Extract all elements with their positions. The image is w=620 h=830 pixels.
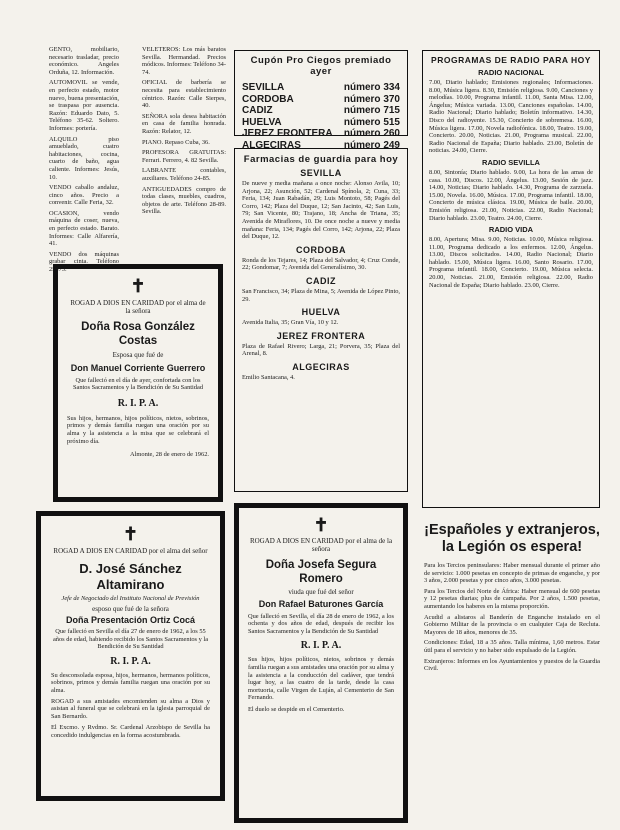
obituary-spouse-intro: esposo que fué de la señora bbox=[92, 604, 169, 613]
pharmacy-list: Avenida Italia, 35; Gran Vía, 10 y 12. bbox=[242, 319, 339, 327]
classifieds-column-1 bbox=[49, 46, 119, 274]
cross-icon: ✝ bbox=[130, 276, 146, 296]
obituary-widow: viuda que fué del señor bbox=[288, 588, 354, 597]
cupon-row: ALGECIRAS número 249 bbox=[242, 139, 400, 151]
obituary-body: Su desconsolada esposa, hijos, hermanos, hermanos políticos, sobrinos, primos y demás familia ruegan una oración por su alma. bbox=[51, 671, 210, 694]
farmacias-box bbox=[234, 148, 408, 492]
classified-ad: VENDO dos máquinas grabar cinta. Teléfono 25873. bbox=[49, 250, 119, 274]
pharmacy-list: San Francisco, 34; Plaza de Mina, 5; Avenida de López Pinto, 29. bbox=[242, 287, 401, 303]
classifieds-column-2 bbox=[142, 46, 226, 252]
station-schedule: 8.00, Apertura; Misa. 9.00, Noticias. 10.00, Música religiosa. 11.00, Programa dedicado a los enfermos. 12.00, Ángelus. 13.00, Discos solicitados. 14.00, Radio Nacional; Diario hablado. 15.00, Música ligera. 16.00, Santo Rosario. 17.00, Programa infantil. 18.00, Concierto. 19.00, Música selecta. 20.00, Noticias. 21.00, Emisión religiosa. 22.00, Radio Nacional de España; Diario hablado. 23.00, Cierre. bbox=[429, 236, 593, 289]
station-heading: RADIO NACIONAL bbox=[478, 68, 544, 77]
obituary-gonzalez bbox=[53, 264, 223, 502]
obituary-died: Que falleció en Sevilla el día 27 de enero de 1962, a los 55 años de edad, habiendo recibido los Santos Sacramentos y la Bendición de Su Santidad bbox=[52, 628, 209, 651]
obituary-foot: El duelo se despide en el Cementerio. bbox=[248, 705, 345, 713]
cupon-row: SEVILLA número 334 bbox=[242, 82, 400, 93]
city-heading: SEVILLA bbox=[300, 168, 342, 178]
legion-paragraph: Para los Tercios peninsulares: Haber mensual durante el primer año de servicio: 1.000 pesetas en concepto de primas de enganche, y por 3 años, 2.000 pesetas y por cinco años, 3.000 pesetas. bbox=[424, 562, 600, 585]
radio-box bbox=[422, 50, 600, 508]
pharmacy-list: Ronda de los Tejares, 14; Plaza del Salvador, 4; Cruz Conde, 22; Gondomar, 7; Avenida del Generalísimo, 30. bbox=[242, 256, 400, 272]
pharmacy-list: Emilio Santacana, 4. bbox=[242, 373, 295, 381]
classified-list bbox=[142, 46, 226, 216]
obituary-foot: El Excmo. y Rvdmo. Sr. Cardenal Arzobispo de Sevilla ha concedido indulgencias en la forma acostumbrada. bbox=[51, 724, 210, 739]
obituary-intro: ROGAD A DIOS EN CARIDAD por el alma de la señora bbox=[70, 299, 206, 316]
obituary-husband: Don Rafael Baturones García bbox=[258, 598, 384, 609]
obituary-rip: R. I. P. A. bbox=[117, 397, 159, 409]
cupon-row: HUELVA número 515 bbox=[242, 116, 400, 128]
legion-ad bbox=[420, 522, 604, 822]
classified-ad: GENTO, mobiliario, necesario trasladar, precio económico. Angeles Orduña, 12. Información. bbox=[49, 46, 119, 76]
classified-ad: VENDO caballo andaluz, cinco años. Precio a convenir. Calle Feria, 32. bbox=[49, 184, 119, 207]
obituary-role: Jefe de Negociado del Instituto Nacional de Previsión bbox=[61, 595, 200, 603]
classified-ad: PROFESORA GRATUITAS: Ferrari. Ferrero, 4. 82 Sevilla. bbox=[142, 149, 226, 164]
obituary-body: ROGAD a sus amistades encomienden su alma a Dios y asistan al funeral que se celebrará en la iglesia parroquial de San Bernardo. bbox=[51, 697, 210, 720]
city-heading: CORDOBA bbox=[296, 244, 346, 255]
classified-ad: SEÑORA sola desea habitación en casa de familia honrada. Razón: Relator, 12. bbox=[142, 112, 226, 135]
classified-list bbox=[49, 46, 119, 274]
city-heading: CADIZ bbox=[306, 275, 336, 286]
cupon-row: CORDOBA número 370 bbox=[242, 93, 400, 105]
obituary-rip: R. I. P. A. bbox=[110, 655, 151, 667]
pharmacy-list: Plaza de Rafael Rivero; Larga, 21; Porvera, 35; Plaza del Arenal, 8. bbox=[242, 342, 400, 358]
legion-paragraph: Condiciones: Edad, 18 a 35 años. Talla mínima, 1,60 metros. Estar útil para el servicio y no haber sido expulsado de la Legión. bbox=[424, 639, 600, 654]
city-heading: JEREZ FRONTERA bbox=[276, 330, 366, 341]
farmacias-title: Farmacias de guardia para hoy bbox=[243, 154, 399, 165]
obituary-segura bbox=[234, 503, 408, 823]
obituary-name: D. José Sánchez Altamirano bbox=[79, 561, 182, 593]
cupon-row: CADIZ número 715 bbox=[242, 105, 400, 116]
cupon-title: Cupón Pro Ciegos premiado ayer bbox=[250, 55, 392, 77]
legion-paragraph: Para los Tercios del Norte de África: Haber mensual de 600 pesetas y 12 pesetas diarias; plus de campaña. Por 2 años, 1.500 pesetas, aumentando los haberes en la misma proporción. bbox=[424, 587, 600, 610]
city-heading: ALGECIRAS bbox=[292, 361, 350, 372]
legion-paragraph: Extranjeros: Informes en los Ayuntamientos y puestos de la Guardia Civil. bbox=[424, 657, 600, 673]
obituary-died: Que falleció en Sevilla, el día 28 de enero de 1962, a los ochenta y dos años de edad, después de recibir los Santos Sacramentos y la Bendición de Su Santidad bbox=[248, 612, 394, 635]
classified-ad: VELETEROS: Los más baratos Sevilla. Hermandad. Precios módicos. Informes: Teléfono 34-74. bbox=[142, 46, 226, 76]
classified-ad: ANTIGUEDADES compro de todas clases, muebles, cuadros, objetos de arte. Teléfono 28-89. Sevilla. bbox=[142, 185, 226, 216]
cupon-row: JEREZ FRONTERA número 260 bbox=[242, 128, 400, 139]
obituary-name: Doña Josefa Segura Romero bbox=[265, 559, 377, 586]
classified-ad: PIANO. Repaso Cuba, 36. bbox=[142, 138, 210, 146]
obituary-intro: ROGAD A DIOS EN CARIDAD por el alma de la señora bbox=[249, 537, 393, 554]
cupon-box bbox=[234, 50, 408, 151]
classified-ad: OCASION, vendo máquina de coser, nueva, en perfecto estado. Barato. Informes: Calle Alfarería, 41. bbox=[49, 209, 119, 248]
legion-text bbox=[424, 562, 600, 673]
station-schedule: 8.00, Sintonía; Diario hablado. 9.00, La hora de las amas de casa. 10.00, Discos. 12.00, Ángelus. 13.00, Sesión de jazz. 14.00, Noticias; Diario hablado. 14.30, Programa de zarzuela. 15.00, Novela. 16.00, Música. 17.00, Programa infantil. 18.00, Concierto de música clásica. 19.00, Música de baile. 20.00, Emisión religiosa. 21.00, Noticias. 22.00, Radio Nacional; Diario hablado. 23.00, Teatro. 24.00, Cierre. bbox=[429, 168, 593, 222]
classified-ad: LABRANTE contables, auxiliares. Teléfono 24-85. bbox=[142, 167, 226, 182]
obituary-intro: ROGAD A DIOS EN CARIDAD por el alma del señor bbox=[53, 547, 208, 555]
obituary-spouse: Doña Presentación Ortiz Cocá bbox=[65, 615, 196, 625]
station-schedule: 7.00, Diario hablado; Emisiones regionales; Informaciones. 8.00, Música ligera. 8.30, Emisión religiosa. 9.00, Canciones y melodías. 10.00, Programa infantil. 11.00, Santa Misa. 12.00, Ángelus; Música variada. 13.00, Canciones españolas. 14.00, Radio Nacional; Diario hablado; Boletín informativo. 14.30, Disco del radioyente. 15.30, Concierto de sobremesa. 16.00, Música ligera. 17.00, Novela radiofónica. 18.00, Teatro. 19.00, Concierto. 20.00, Noticias. 21.00, Programa musical. 22.00, Radio Nacional de España; Diario hablado. 23.00, Boletín de noticias. 24.00, Cierre. bbox=[429, 79, 593, 155]
cross-icon: ✝ bbox=[313, 515, 329, 535]
classified-ad: ALQUILO piso amueblado, cuatro habitaciones, cocina, cuarto de baño, agua caliente. Informes: Jesús, 10. bbox=[49, 135, 119, 181]
cross-icon: ✝ bbox=[122, 524, 139, 544]
legion-paragraph: Acudid a alistaros al Banderín de Enganche instalado en el Gobierno Militar de la provincia o en cualquier Caja de Recluta. Mayores de 18 años, menores de 35. bbox=[424, 613, 600, 636]
obituary-husband: Don Manuel Corriente Guerrero bbox=[70, 362, 206, 373]
classified-ad: OFICIAL de barbería se necesita para establecimiento céntrico. Razón: Calle Sierpes, 40. bbox=[142, 79, 226, 110]
radio-title: PROGRAMAS DE RADIO PARA HOY bbox=[431, 55, 591, 65]
pharmacy-list: De nueve y media mañana a once noche: Alonso Avila, 10; Arjona, 22; Asunción, 52; Cardenal Spínola, 2; Cuna, 33; Feria, 134; Juan Rabadán, 29; Luis Montoto, 58; Pagés del Corro, 142; Plaza del Duque, 12; San Jacinto, 42; San Luis, 79; San Vicente, 80; Trajano, 18; Ancha de Triana, 35; Avenida de Miraflores, 10. De once noche a nueve y media mañana: Feria, 134; Pagés del Corro, 142; Arjona, 22; Plaza del Duque, 12. bbox=[242, 180, 400, 241]
obituary-name: Doña Rosa González Costas bbox=[81, 321, 195, 348]
station-heading: RADIO SEVILLA bbox=[482, 157, 540, 167]
classified-ad: AUTOMOVIL se vende, en perfecto estado, motor nuevo, buena presentación, se traspasa por ausencia. Razón: Eduardo Dato, 5. Teléfono 35-62. Soltero. Informes: portería. bbox=[49, 79, 119, 132]
obituary-sanchez bbox=[36, 511, 225, 801]
station-heading: RADIO VIDA bbox=[488, 225, 534, 235]
obituary-body: Sus hijos, hermanos, hijos políticos, nietos, sobrinos, primos y demás familia ruegan una oración por su alma y la asistencia a la misa que se celebrará el próximo día. bbox=[67, 414, 209, 445]
city-heading: HUELVA bbox=[301, 307, 341, 318]
obituary-foot: Almonte, 28 de enero de 1962. bbox=[130, 451, 209, 459]
obituary-sub: Esposa que fué de bbox=[112, 351, 164, 360]
legion-heading: ¡Españoles y extranjeros, la Legión os espera! bbox=[424, 522, 600, 555]
obituary-rip: R. I. P. A. bbox=[300, 640, 342, 652]
obituary-body: Sus hijos, hijos políticos, nietos, sobrinos y demás familia ruegan a sus amistades una oración por su alma y la asistencia a la conducción del cadáver, que tendrá lugar hoy, a las cuatro de la tarde, desde la casa mortuoria, calle Virgen de Luján, al Cementerio de San Fernando. bbox=[248, 656, 394, 702]
obituary-died: Que falleció en el día de ayer, confortada con los Santos Sacramentos y la Bendición de Su Santidad bbox=[72, 376, 204, 392]
